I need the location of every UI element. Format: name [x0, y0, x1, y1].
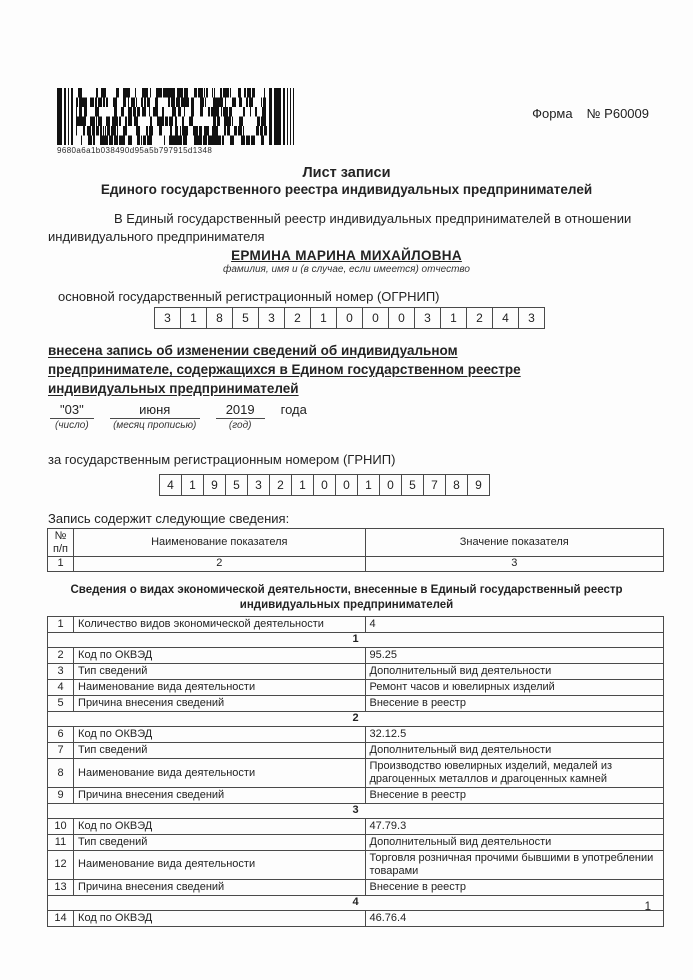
details-section-heading: Сведения о видах экономической деятельности, внесенные в Единый государственный реестр индивидуальных предпринимателей: [70, 584, 623, 612]
digit-cell: 8: [445, 474, 468, 496]
digit-cell: 3: [247, 474, 270, 496]
indicator-value: 47.79.3: [365, 818, 664, 834]
row-number: 1: [48, 617, 74, 633]
indicator-value: Ремонт часов и ювелирных изделий: [365, 680, 664, 696]
date-year-value: 2019: [216, 402, 265, 419]
indicator-name: Тип сведений: [74, 834, 365, 850]
row-number: 8: [48, 759, 74, 788]
digit-cell: 0: [379, 474, 402, 496]
group-row: [48, 895, 664, 910]
indicator-name: Код по ОКВЭД: [74, 910, 365, 926]
digit-cell: 2: [269, 474, 292, 496]
indicator-value: Дополнительный вид деятельности: [365, 743, 664, 759]
indicator-value: Производство ювелирных изделий, медалей из драгоценных металлов и драгоценных камней: [365, 759, 664, 788]
ogrnip-label: основной государственный регистрационный номер (ОГРНИП): [58, 288, 440, 304]
indicator-name: Тип сведений: [74, 743, 365, 759]
table-row: [48, 696, 664, 712]
indicator-name: Наименование вида деятельности: [74, 759, 365, 788]
table-row: [48, 759, 664, 788]
indicator-value: 46.76.4: [365, 910, 664, 926]
details-table: [47, 616, 664, 926]
date-year-field: [216, 402, 265, 431]
indicator-value: 95.25: [365, 648, 664, 664]
indicator-value: 4: [365, 617, 664, 633]
digit-cell: 1: [181, 474, 204, 496]
row-number: 6: [48, 727, 74, 743]
ogrnip-digit-boxes: [155, 307, 693, 329]
digit-cell: 4: [159, 474, 182, 496]
table-row: [48, 910, 664, 926]
row-number: 11: [48, 834, 74, 850]
col3-header: Значение показателя: [365, 528, 664, 557]
date-year-caption: (год): [228, 419, 252, 431]
digit-cell: 0: [335, 474, 358, 496]
grnip-label: за государственным регистрационным номером (ГРНИП): [48, 451, 396, 467]
table-row: [48, 617, 664, 633]
grnip-digit-boxes: [160, 474, 693, 496]
digit-cell: 3: [518, 307, 545, 329]
digit-cell: 2: [466, 307, 493, 329]
date-day-value: "03": [50, 402, 94, 419]
indicator-name: Количество видов экономической деятельности: [74, 617, 365, 633]
indicator-name: Код по ОКВЭД: [74, 818, 365, 834]
row-number: 2: [48, 648, 74, 664]
group-row: [48, 803, 664, 818]
group-row: [48, 712, 664, 727]
col2-header: Наименование показателя: [74, 528, 365, 557]
col2-number: 2: [74, 557, 365, 572]
digit-cell: 3: [258, 307, 285, 329]
indicators-header-table: [47, 528, 664, 573]
digit-cell: 3: [154, 307, 181, 329]
entrepreneur-name: ЕРМИНА МАРИНА МИХАЙЛОВНА: [231, 247, 462, 263]
group-number: 4: [48, 895, 664, 910]
digit-cell: 9: [467, 474, 490, 496]
date-month-caption: (месяц прописью): [113, 419, 197, 431]
date-year-suffix: года: [280, 401, 307, 417]
indicators-header-row: [48, 528, 664, 557]
indicator-name: Наименование вида деятельности: [74, 680, 365, 696]
digit-cell: 5: [225, 474, 248, 496]
barcode-caption: 9680a6a1b038490d95a5b797915d1348: [57, 146, 213, 155]
page-number: 1: [644, 901, 651, 913]
form-number-value: № Р60009: [586, 106, 649, 121]
digit-cell: 0: [313, 474, 336, 496]
barcode-2d-icon: [57, 88, 297, 145]
record-date: [50, 402, 693, 431]
date-day-caption: (число): [55, 419, 89, 431]
indicator-value: Дополнительный вид деятельности: [365, 664, 664, 680]
page-subtitle: Единого государственного реестра индивидуальных предпринимателей: [100, 182, 593, 197]
row-number: 7: [48, 743, 74, 759]
table-row: [48, 648, 664, 664]
digit-cell: 1: [291, 474, 314, 496]
indicator-name: Причина внесения сведений: [74, 787, 365, 803]
indicator-name: Код по ОКВЭД: [74, 727, 365, 743]
table-row: [48, 818, 664, 834]
details-table-body: [48, 617, 664, 926]
digit-cell: 5: [401, 474, 424, 496]
amendment-statement: внесена запись об изменении сведений об индивидуальном предпринимателе, содержащихся в Едином государственном реестре индивидуальных предпринимателей: [48, 342, 521, 396]
col3-number: 3: [365, 557, 664, 572]
date-month-field: [110, 402, 200, 431]
digit-cell: 4: [492, 307, 519, 329]
row-number: 5: [48, 696, 74, 712]
barcode-block: [57, 88, 297, 155]
indicator-name: Причина внесения сведений: [74, 696, 365, 712]
record-contains-label: Запись содержит следующие сведения:: [48, 510, 290, 526]
row-number: 4: [48, 680, 74, 696]
group-row: [48, 633, 664, 648]
indicator-name: Тип сведений: [74, 664, 365, 680]
table-row: [48, 680, 664, 696]
digit-cell: 7: [423, 474, 446, 496]
table-row: [48, 664, 664, 680]
col1-number: 1: [48, 557, 74, 572]
row-number: 10: [48, 818, 74, 834]
digit-cell: 0: [388, 307, 415, 329]
page-title: Лист записи: [302, 165, 391, 181]
table-row: [48, 850, 664, 879]
digit-cell: 0: [362, 307, 389, 329]
form-number-label: Форма: [532, 106, 573, 121]
digit-cell: 0: [336, 307, 363, 329]
digit-cell: 9: [203, 474, 226, 496]
table-row: [48, 727, 664, 743]
row-number: 13: [48, 879, 74, 895]
digit-cell: 1: [310, 307, 337, 329]
table-row: [48, 743, 664, 759]
row-number: 14: [48, 910, 74, 926]
row-number: 3: [48, 664, 74, 680]
table-row: [48, 787, 664, 803]
indicator-value: Внесение в реестр: [365, 879, 664, 895]
digit-cell: 5: [232, 307, 259, 329]
table-row: [48, 834, 664, 850]
indicator-name: Наименование вида деятельности: [74, 850, 365, 879]
indicator-value: Внесение в реестр: [365, 787, 664, 803]
date-day-field: [50, 402, 94, 431]
row-number: 12: [48, 850, 74, 879]
col1-header: № п/п: [48, 528, 74, 557]
indicator-name: Код по ОКВЭД: [74, 648, 365, 664]
digit-cell: 8: [206, 307, 233, 329]
barcode-row: [57, 88, 649, 155]
intro-paragraph: В Единый государственный реестр индивидуальных предпринимателей в отношении индивидуального предпринимателя: [48, 211, 632, 244]
indicator-value: 32.12.5: [365, 727, 664, 743]
digit-cell: 1: [357, 474, 380, 496]
digit-cell: 1: [440, 307, 467, 329]
row-number: 9: [48, 787, 74, 803]
form-number: [532, 106, 649, 121]
indicator-value: Торговля розничная прочими бывшими в употреблении товарами: [365, 850, 664, 879]
indicator-value: Внесение в реестр: [365, 696, 664, 712]
digit-cell: 2: [284, 307, 311, 329]
group-number: 1: [48, 633, 664, 648]
entrepreneur-name-caption: фамилия, имя и (в случае, если имеется) отчество: [223, 263, 470, 275]
date-month-value: июня: [110, 402, 200, 419]
table-row: [48, 879, 664, 895]
digit-cell: 3: [414, 307, 441, 329]
indicator-value: Дополнительный вид деятельности: [365, 834, 664, 850]
indicator-name: Причина внесения сведений: [74, 879, 365, 895]
digit-cell: 1: [180, 307, 207, 329]
group-number: 3: [48, 803, 664, 818]
indicators-numbers-row: [48, 557, 664, 572]
group-number: 2: [48, 712, 664, 727]
